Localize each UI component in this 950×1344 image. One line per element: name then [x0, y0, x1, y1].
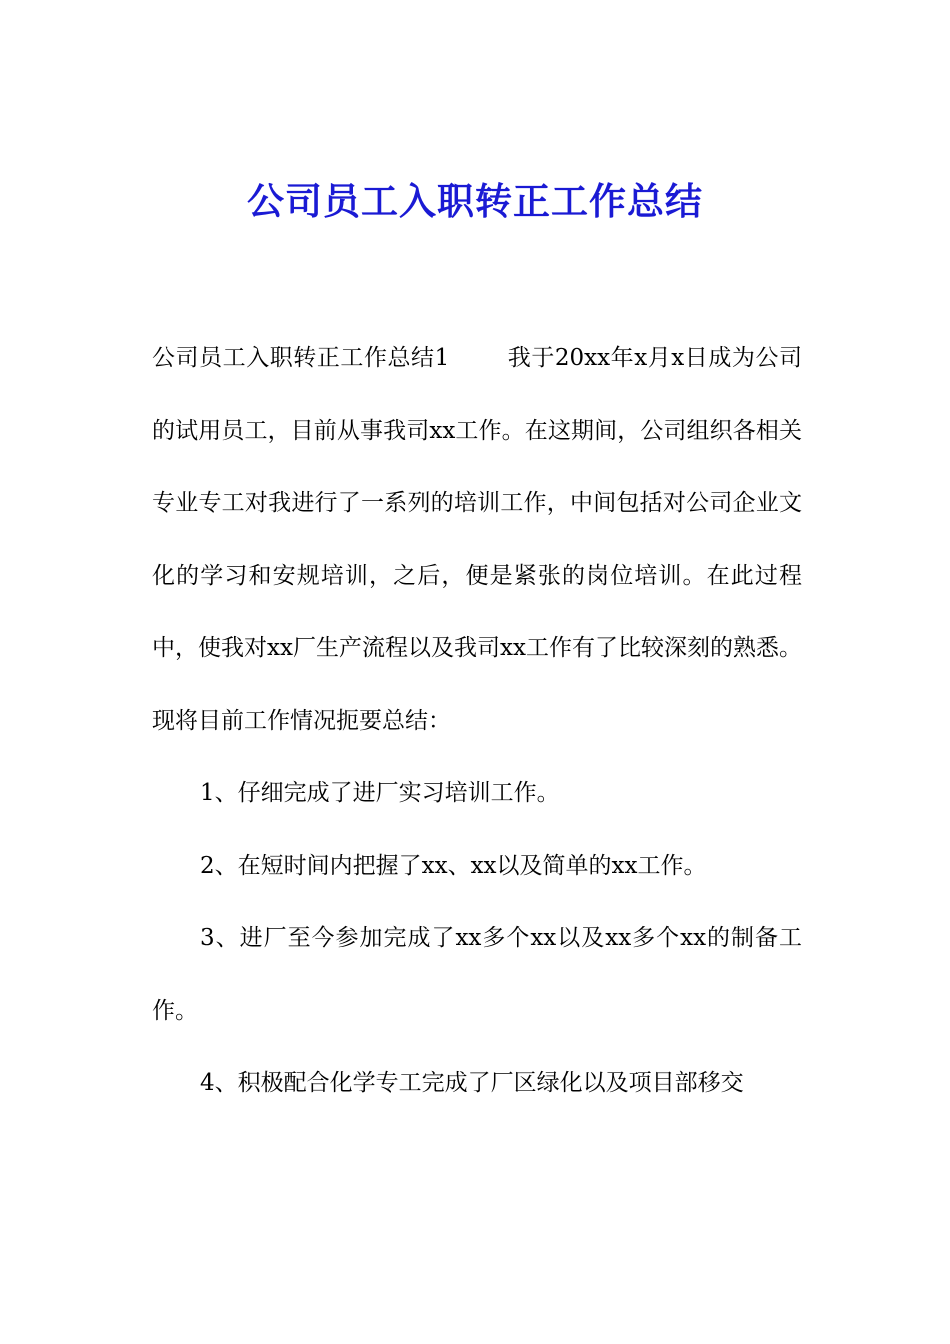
intro-heading: 公司员工入职转正工作总结1	[152, 345, 450, 371]
document-title: 公司员工入职转正工作总结	[247, 180, 703, 223]
list-item: 1、仔细完成了进厂实习培训工作。	[200, 780, 560, 806]
intro-paragraph	[152, 322, 802, 757]
document-body	[152, 322, 802, 1120]
list-item: 3、进厂至今参加完成了xx多个xx以及xx多个xx的制备工作。	[152, 925, 802, 1024]
list-item: 4、积极配合化学专工完成了厂区绿化以及项目部移交	[200, 1070, 744, 1096]
intro-text: 我于20xx年x月x日成为公司的试用员工，目前从事我司xx工作。在这期间，公司组织各相关专业专工对我进行了一系列的培训工作，中间包括对公司企业文化的学习和安规培训，之后，便是紧张的岗位培训。在此过程中，使我对xx厂生产流程以及我司xx工作有了比较深刻的熟悉。现将目前工作情况扼要总结：	[152, 345, 803, 734]
list-item: 2、在短时间内把握了xx、xx以及简单的xx工作。	[200, 852, 707, 879]
